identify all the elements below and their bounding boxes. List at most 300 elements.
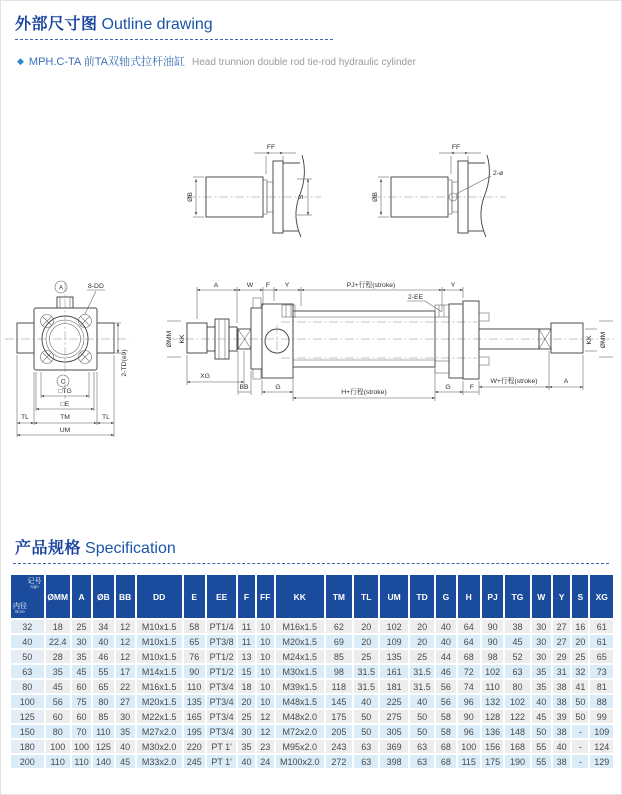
spec-value: PT3/4 [207, 680, 236, 693]
spec-value: 29 [553, 650, 570, 663]
spec-value: 96 [458, 725, 480, 738]
spec-value: 140 [93, 755, 113, 768]
spec-value: 50 [572, 710, 588, 723]
spec-value: 28 [46, 650, 70, 663]
spec-value: 11 [238, 620, 254, 633]
spec-value: 20 [572, 635, 588, 648]
spec-value: 110 [72, 755, 91, 768]
spec-value: M20x1.5 [276, 635, 324, 648]
spec-value: 58 [436, 710, 455, 723]
spec-value: 40 [354, 695, 378, 708]
col-header-e: E [184, 575, 205, 618]
spec-value: 63 [410, 755, 434, 768]
spec-value: 55 [93, 665, 113, 678]
spec-value: M10x1.5 [137, 635, 182, 648]
spec-value: 90 [482, 620, 503, 633]
spec-value: 27 [116, 695, 135, 708]
bore-value: 125 [11, 710, 44, 723]
rod-end-detail-plain [187, 144, 321, 237]
spec-value: 181 [380, 680, 407, 693]
dim-label-y-left: Y [284, 282, 290, 289]
spec-value: 46 [93, 650, 113, 663]
spec-value: 88 [590, 695, 613, 708]
spec-value: 46 [436, 665, 455, 678]
spec-value: 31.5 [410, 665, 434, 678]
dim-label-tl-left: TL [21, 414, 29, 421]
corner-label-sign: 记号 sign [27, 578, 42, 590]
spec-value: 243 [326, 740, 352, 753]
spec-value: 23 [257, 740, 274, 753]
section-title-en: Outline drawing [101, 16, 213, 33]
dim-label-omm-left: ØMM [166, 330, 173, 348]
spec-value: 58 [436, 725, 455, 738]
col-header-tg: TG [505, 575, 529, 618]
spec-value: 63 [354, 740, 378, 753]
spec-value: 135 [184, 695, 205, 708]
spec-value: 40 [436, 620, 455, 633]
section-title-zh: 外部尺寸图 [15, 16, 98, 33]
dim-label-a-right: A [563, 378, 569, 385]
table-row [11, 680, 613, 693]
spec-value: 38 [505, 620, 529, 633]
spec-value: M48x1.5 [276, 695, 324, 708]
col-header-tl: TL [354, 575, 378, 618]
table-row [11, 695, 613, 708]
col-header-f: F [238, 575, 254, 618]
spec-value: 56 [436, 680, 455, 693]
spec-value: 17 [116, 665, 135, 678]
spec-value: 136 [482, 725, 503, 738]
spec-value: 20 [410, 635, 434, 648]
col-header-s: S [572, 575, 588, 618]
spec-value: 69 [326, 635, 352, 648]
spec-value: 40 [532, 695, 551, 708]
specification-section [9, 535, 613, 770]
spec-value: 45 [46, 680, 70, 693]
spec-value: M39x1.5 [276, 680, 324, 693]
col-header-h: H [458, 575, 480, 618]
col-header-b: ØB [93, 575, 113, 618]
col-header-y: Y [553, 575, 570, 618]
dim-label-bb: BB [239, 384, 249, 391]
spec-value: 31.5 [354, 680, 378, 693]
bore-value: 40 [11, 635, 44, 648]
bore-value: 63 [11, 665, 44, 678]
spec-value: 161 [380, 665, 407, 678]
spec-value: 110 [93, 725, 113, 738]
spec-value: M24x1.5 [276, 650, 324, 663]
spec-value: 40 [93, 635, 113, 648]
spec-value: 156 [482, 740, 503, 753]
callout-c: C [60, 379, 66, 386]
table-row [11, 650, 613, 663]
spec-value: 245 [184, 755, 205, 768]
spec-value: 20 [238, 695, 254, 708]
spec-value: 99 [590, 710, 613, 723]
spec-value: M30x1.5 [276, 665, 324, 678]
spec-value: 110 [46, 755, 70, 768]
spec-value: 61 [590, 635, 613, 648]
dim-label-2holes: 2-ø [493, 170, 504, 177]
bore-value: 32 [11, 620, 44, 633]
dim-label-ff: FF [266, 144, 276, 151]
callout-2ee: 2-EE [408, 294, 424, 301]
corner-label-bore: 内径 Bore [13, 602, 27, 615]
spec-value: 109 [380, 635, 407, 648]
spec-value: 20 [354, 620, 378, 633]
spec-value: 35 [532, 665, 551, 678]
spec-value: 22 [116, 680, 135, 693]
spec-value: M16x1.5 [137, 680, 182, 693]
spec-value: PT3/4 [207, 710, 236, 723]
spec-value: 34 [93, 620, 113, 633]
spec-value: 148 [505, 725, 529, 738]
spec-value: 98 [482, 650, 503, 663]
spec-value: 45 [72, 665, 91, 678]
spec-value: 76 [184, 650, 205, 663]
spec-value: 85 [326, 650, 352, 663]
spec-value: 90 [184, 665, 205, 678]
spec-title-zh: 产品规格 [15, 540, 82, 557]
spec-value: 118 [326, 680, 352, 693]
table-row [11, 710, 613, 723]
spec-value: 38 [553, 695, 570, 708]
spec-value: 74 [458, 680, 480, 693]
spec-value: 40 [436, 635, 455, 648]
spec-value: 68 [436, 755, 455, 768]
spec-value: 98 [326, 665, 352, 678]
spec-value: 305 [380, 725, 407, 738]
spec-value: 175 [482, 755, 503, 768]
spec-value: 225 [380, 695, 407, 708]
table-row [11, 620, 613, 633]
spec-value: 100 [72, 740, 91, 753]
spec-value: 132 [482, 695, 503, 708]
spec-value: 63 [354, 755, 378, 768]
spec-value: 64 [458, 635, 480, 648]
spec-value: 45 [505, 635, 529, 648]
spec-value: PT 1' [207, 740, 236, 753]
spec-value: M48x2.0 [276, 710, 324, 723]
spec-value: 60 [46, 710, 70, 723]
spec-value: 40 [238, 755, 254, 768]
spec-value: 64 [458, 620, 480, 633]
spec-value: 68 [458, 650, 480, 663]
dim-label-g-left: G [275, 384, 281, 391]
spec-value: 110 [482, 680, 503, 693]
corner-header-cell [11, 575, 44, 618]
spec-value: 56 [436, 695, 455, 708]
spec-value: 398 [380, 755, 407, 768]
spec-value: PT3/8 [207, 635, 236, 648]
dim-label-pj-stroke: PJ+行程(stroke) [346, 282, 396, 289]
spec-value: - [572, 740, 588, 753]
spec-value: M27x2.0 [137, 725, 182, 738]
spec-value: 12 [116, 635, 135, 648]
spec-value: 72 [458, 665, 480, 678]
spec-value: 12 [257, 725, 274, 738]
spec-value: 25 [72, 620, 91, 633]
spec-value: 195 [184, 725, 205, 738]
table-row [11, 665, 613, 678]
spec-value: 52 [505, 650, 529, 663]
spec-value: 25 [354, 650, 378, 663]
spec-value: 18 [46, 620, 70, 633]
dim-label-f-left: F [265, 282, 271, 289]
spec-value: 70 [72, 725, 91, 738]
col-header-mm: ØMM [46, 575, 70, 618]
bore-value: 50 [11, 650, 44, 663]
spec-value: 65 [590, 650, 613, 663]
spec-value: 25 [238, 710, 254, 723]
col-header-tm: TM [326, 575, 352, 618]
spec-table [9, 573, 615, 770]
spec-value: M100x2.0 [276, 755, 324, 768]
col-header-g: G [436, 575, 455, 618]
spec-value: 50 [410, 710, 434, 723]
col-header-td: TD [410, 575, 434, 618]
spec-value: 85 [93, 710, 113, 723]
cylinder-side-view [166, 280, 615, 401]
spec-dashed-rule [13, 563, 609, 564]
spec-value: M10x1.5 [137, 620, 182, 633]
col-header-ff: FF [257, 575, 274, 618]
spec-value: 25 [572, 650, 588, 663]
spec-value: 110 [184, 680, 205, 693]
spec-value: M72x2.0 [276, 725, 324, 738]
col-header-xg: XG [590, 575, 613, 618]
dim-label-ob: ØB [372, 192, 379, 202]
spec-value: 145 [326, 695, 352, 708]
spec-value: 27 [553, 620, 570, 633]
bore-value: 150 [11, 725, 44, 738]
spec-value: 60 [72, 680, 91, 693]
spec-value: 80 [46, 725, 70, 738]
spec-value: 128 [482, 710, 503, 723]
dim-label-kk-left: KK [179, 334, 186, 344]
dim-label-um: UM [59, 427, 71, 434]
diamond-bullet-icon: ◆ [17, 56, 24, 66]
spec-value: 15 [238, 665, 254, 678]
spec-value: 35 [72, 650, 91, 663]
spec-value: 63 [505, 665, 529, 678]
spec-value: 58 [184, 620, 205, 633]
spec-value: 220 [184, 740, 205, 753]
spec-value: PT1/2 [207, 650, 236, 663]
spec-value: PT3/4 [207, 725, 236, 738]
callout-8dd: 8-DD [88, 283, 104, 290]
spec-value: 20 [410, 620, 434, 633]
spec-value: 41 [572, 680, 588, 693]
outline-drawing [1, 101, 622, 521]
spec-value: 90 [458, 710, 480, 723]
spec-value: 63 [410, 740, 434, 753]
dim-label-tl-right: TL [102, 414, 110, 421]
spec-value: 35 [46, 665, 70, 678]
col-header-um: UM [380, 575, 407, 618]
spec-value: 10 [257, 665, 274, 678]
dim-label-ob: ØB [187, 192, 194, 202]
spec-value: 55 [532, 740, 551, 753]
table-row [11, 635, 613, 648]
spec-value: 32 [572, 665, 588, 678]
dim-label-s: S [298, 194, 305, 200]
spec-value: 50 [354, 710, 378, 723]
spec-value: 11 [238, 635, 254, 648]
spec-value: 30 [532, 635, 551, 648]
spec-value: 39 [553, 710, 570, 723]
spec-value: 90 [482, 635, 503, 648]
dim-label-e: □E [60, 401, 70, 408]
spec-value: 124 [590, 740, 613, 753]
col-header-a: A [72, 575, 91, 618]
dim-label-ff: FF [451, 144, 461, 151]
bore-value: 180 [11, 740, 44, 753]
spec-value: 10 [257, 635, 274, 648]
spec-section-header [15, 535, 613, 558]
spec-value: 100 [46, 740, 70, 753]
spec-value: 45 [532, 710, 551, 723]
spec-value: 12 [116, 650, 135, 663]
spec-value: 10 [257, 650, 274, 663]
col-header-kk: KK [276, 575, 324, 618]
spec-value: 40 [410, 695, 434, 708]
spec-value: 13 [238, 650, 254, 663]
spec-value: 50 [354, 725, 378, 738]
spec-value: 35 [116, 725, 135, 738]
spec-value: 102 [505, 695, 529, 708]
col-header-w: W [532, 575, 551, 618]
product-subtitle [17, 53, 416, 69]
col-header-ee: EE [207, 575, 236, 618]
rod-end-detail-holes [372, 144, 506, 237]
spec-value: 10 [257, 620, 274, 633]
spec-value: 50 [532, 725, 551, 738]
spec-value: - [572, 755, 588, 768]
title-dashed-rule [15, 39, 333, 40]
spec-value: 175 [326, 710, 352, 723]
spec-value: 80 [93, 695, 113, 708]
spec-value: 12 [116, 620, 135, 633]
spec-value: 100 [458, 740, 480, 753]
spec-value: 40 [116, 740, 135, 753]
spec-value: 30 [116, 710, 135, 723]
spec-value: 81 [590, 680, 613, 693]
spec-value: 38 [553, 755, 570, 768]
dim-label-omm-right: ØMM [600, 331, 607, 349]
dim-label-w-stroke: W+行程(stroke) [490, 378, 538, 385]
spec-value: 272 [326, 755, 352, 768]
spec-value: PT1/2 [207, 665, 236, 678]
dim-label-g-right: G [445, 384, 451, 391]
bore-value: 80 [11, 680, 44, 693]
spec-value: 129 [590, 755, 613, 768]
col-header-pj: PJ [482, 575, 503, 618]
dim-label-kk-right: KK [586, 335, 593, 345]
spec-value: 109 [590, 725, 613, 738]
spec-value: 22.4 [46, 635, 70, 648]
spec-value: 102 [380, 620, 407, 633]
spec-table-body [11, 620, 613, 768]
spec-value: 61 [590, 620, 613, 633]
spec-value: 369 [380, 740, 407, 753]
spec-value: 31 [553, 665, 570, 678]
spec-value: 24 [257, 755, 274, 768]
spec-value: 102 [482, 665, 503, 678]
spec-title-en: Specification [85, 540, 176, 557]
spec-value: PT 1' [207, 755, 236, 768]
spec-value: 20 [354, 635, 378, 648]
spec-value: 38 [553, 725, 570, 738]
spec-value: 50 [572, 695, 588, 708]
spec-value: 96 [458, 695, 480, 708]
trunnion-end-view [5, 281, 129, 437]
spec-value: 18 [238, 680, 254, 693]
spec-value: M95x2.0 [276, 740, 324, 753]
product-name-en: Head trunnion double rod tie-rod hydraulic cylinder [191, 57, 416, 68]
spec-value: 30 [532, 620, 551, 633]
spec-value: PT1/4 [207, 620, 236, 633]
spec-value: 60 [72, 710, 91, 723]
spec-value: 10 [257, 680, 274, 693]
spec-value: 10 [257, 695, 274, 708]
spec-value: 35 [532, 680, 551, 693]
spec-value: 205 [326, 725, 352, 738]
spec-value: 38 [553, 680, 570, 693]
spec-value: 65 [184, 635, 205, 648]
dim-label-a-left: A [213, 282, 219, 289]
table-row [11, 740, 613, 753]
spec-value: 25 [410, 650, 434, 663]
spec-value: 35 [238, 740, 254, 753]
spec-value: 50 [410, 725, 434, 738]
dim-label-tg: □TG [58, 388, 72, 395]
dim-label-w: W [246, 282, 254, 289]
spec-value: 31.5 [354, 665, 378, 678]
spec-value: M16x1.5 [276, 620, 324, 633]
col-header-dd: DD [137, 575, 182, 618]
bore-value: 100 [11, 695, 44, 708]
dim-label-h-stroke: H+行程(stroke) [341, 389, 387, 396]
dim-label-y-right: Y [450, 282, 456, 289]
product-name-zh: MPH.C-TA 前TA双轴式拉杆油缸 [28, 56, 185, 68]
spec-value: 122 [505, 710, 529, 723]
spec-value: 75 [72, 695, 91, 708]
spec-value: - [572, 725, 588, 738]
spec-value: 16 [572, 620, 588, 633]
callout-a: A [58, 285, 64, 292]
spec-value: M10x1.5 [137, 650, 182, 663]
spec-value: 27 [553, 635, 570, 648]
spec-value: 165 [184, 710, 205, 723]
dim-label-td: 2-TD(e9) [121, 349, 128, 377]
spec-value: 31.5 [410, 680, 434, 693]
spec-header-row [11, 575, 613, 618]
spec-value: 45 [116, 755, 135, 768]
dim-label-f-right: F [469, 384, 475, 391]
spec-value: 68 [436, 740, 455, 753]
table-row [11, 755, 613, 768]
spec-value: M20x1.5 [137, 695, 182, 708]
spec-value: 80 [505, 680, 529, 693]
spec-value: M33x2.0 [137, 755, 182, 768]
spec-value: 40 [553, 740, 570, 753]
spec-value: 125 [93, 740, 113, 753]
outline-section-header [15, 11, 333, 40]
spec-value: M22x1.5 [137, 710, 182, 723]
spec-value: 190 [505, 755, 529, 768]
spec-value: M30x2.0 [137, 740, 182, 753]
